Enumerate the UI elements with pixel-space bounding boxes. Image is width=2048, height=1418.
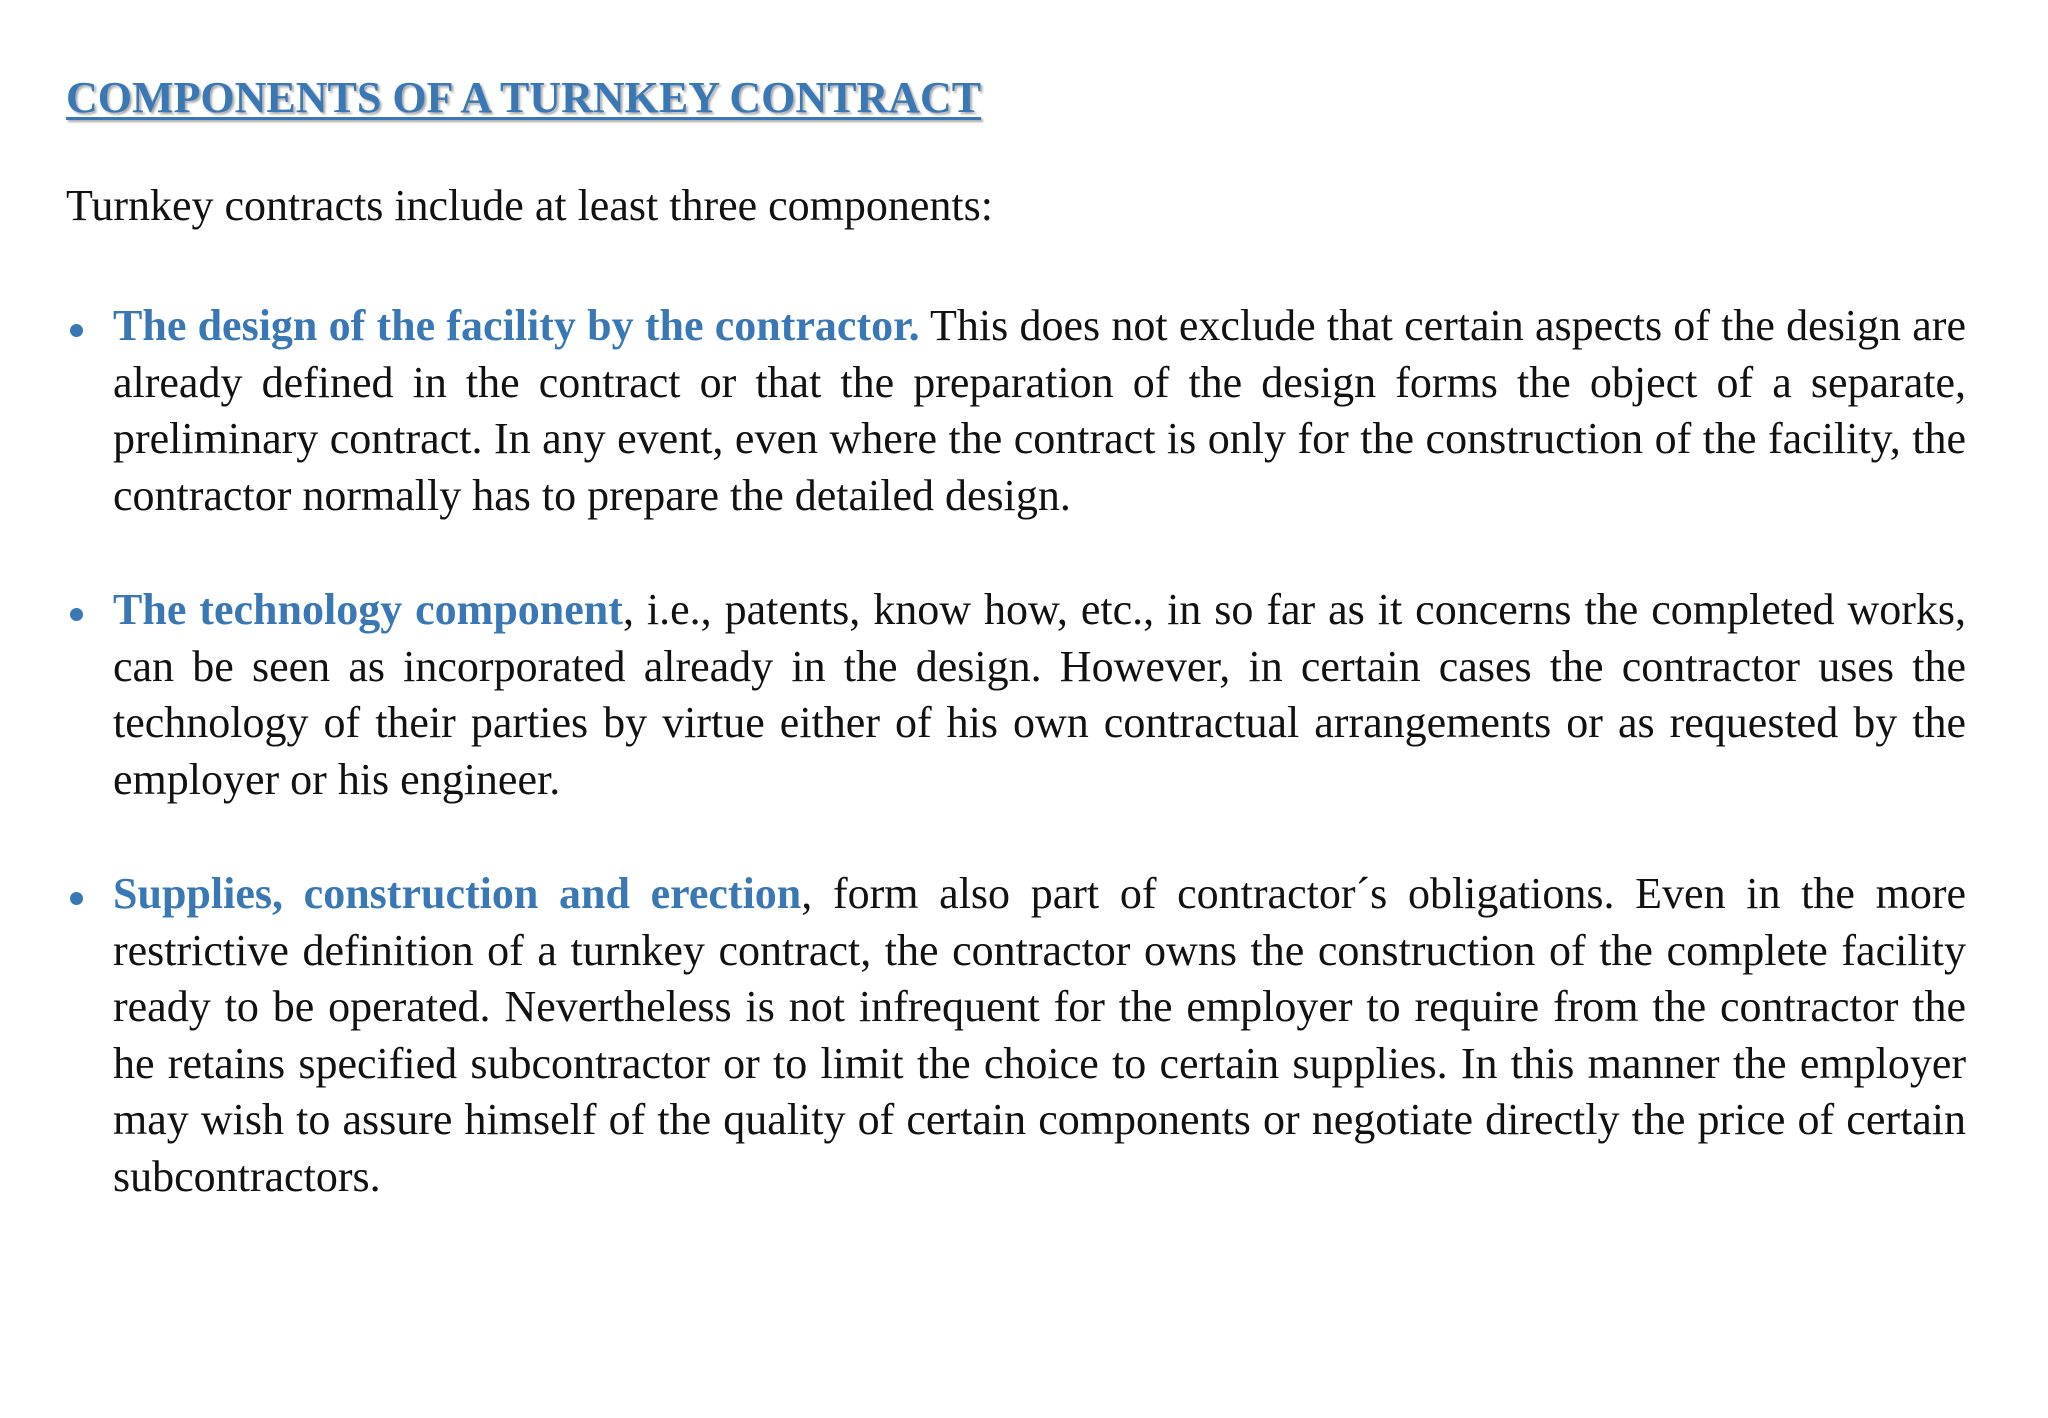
list-item-supplies <box>66 866 1966 1205</box>
bullet-icon <box>70 608 83 621</box>
item-text: , form also part of contractor´s obligations. Even in the more restrictive definition of a turnkey contract, the contractor owns the construction of the complete facility ready to be operated. Nevertheless is not infrequent for the employer to require from the contractor the he retains specified subcontractor or to limit the choice to certain supplies. In this manner the employer may wish to assure himself of the quality of certain components or negotiate directly the price of certain subcontractors. <box>113 869 1966 1201</box>
component-list <box>66 298 1966 1263</box>
item-lead: The design of the facility by the contractor. <box>113 301 920 350</box>
page-title: COMPONENTS OF A TURNKEY CONTRACT <box>66 73 982 122</box>
list-item-design <box>66 298 1966 524</box>
bullet-icon <box>70 324 83 337</box>
item-lead: The technology component <box>113 585 623 634</box>
item-lead: Supplies, construction and erection <box>113 869 802 918</box>
item-text: , i.e., patents, know how, etc., in so far as it concerns the completed works, can be seen as incorporated already in the design. However, in certain cases the contractor uses the technology of their parties by virtue either of his own contractual arrangements or as requested by the employer or his engineer. <box>113 585 1967 804</box>
list-item-technology <box>66 582 1966 808</box>
bullet-icon <box>70 892 83 905</box>
item-text: This does not exclude that certain aspects of the design are already defined in the contract or that the preparation of the design forms the object of a separate, preliminary contract. In any event, even where the contract is only for the construction of the facility, the contractor normally has to prepare the detailed design. <box>113 301 1966 520</box>
intro-text: Turnkey contracts include at least three components: <box>66 181 994 230</box>
